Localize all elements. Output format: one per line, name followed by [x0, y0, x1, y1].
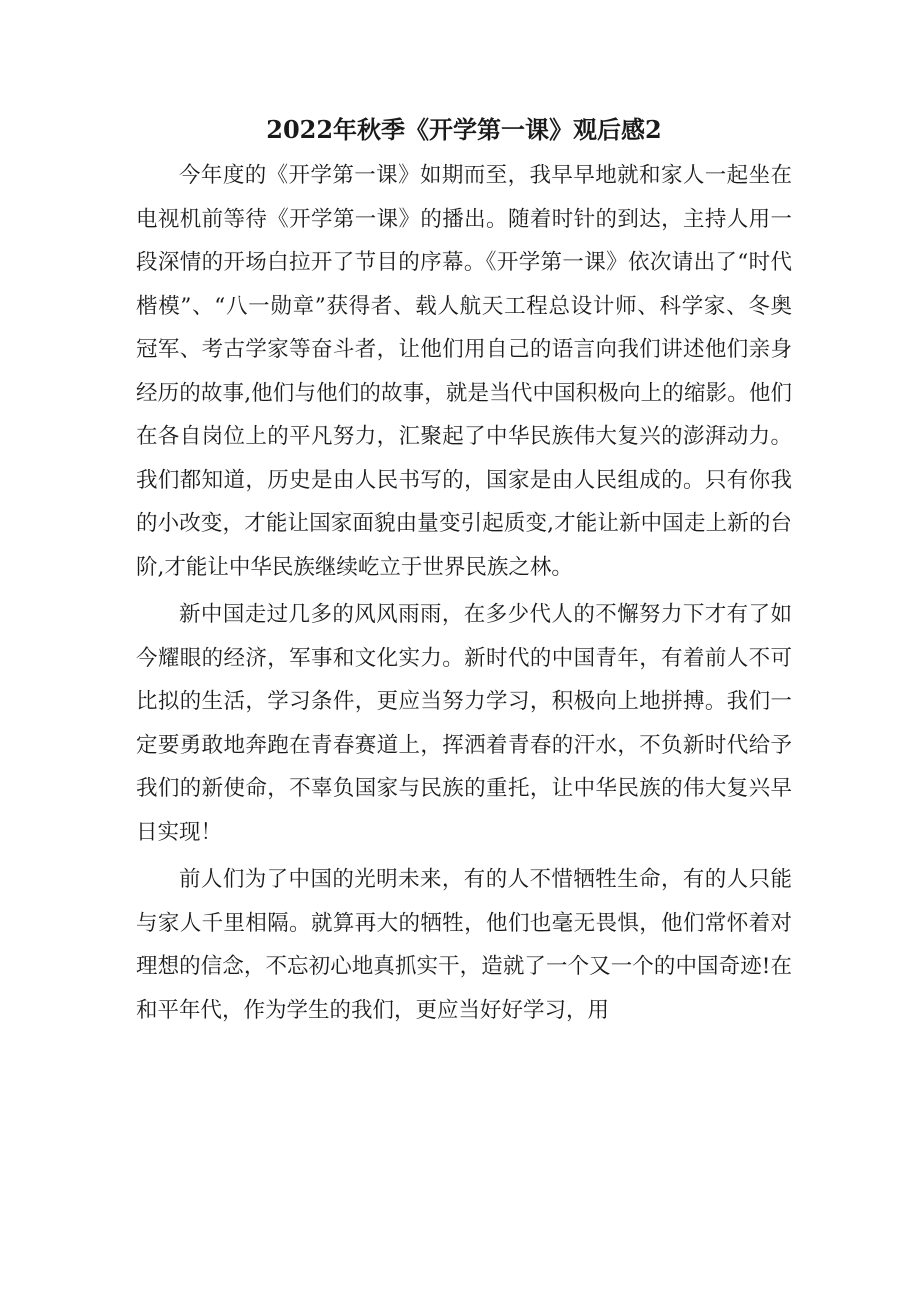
paragraph-2: 新中国走过几多的风风雨雨，在多少代人的不懈努力下才有了如今耀眼的经济，军事和文化实力。新时代的中国青年，有着前人不可比拟的生活，学习条件，更应当努力学习，积极向上地拼搏。我们一定要勇敢地奔跑在青春赛道上，挥洒着青春的汗水，不负新时代给予我们的新使命，不辜负国家与民族的重托，让中华民族的伟大复兴早日实现！ [136, 602, 792, 845]
paragraph-3: 前人们为了中国的光明未来，有的人不惜牺牲生命，有的人只能与家人千里相隔。就算再大的牺牲，他们也毫无畏惧，他们常怀着对理想的信念，不忘初心地真抓实干，造就了一个又一个的中国奇迹!在和平年代，作为学生的我们，更应当好好学习，用 [136, 867, 792, 1023]
document-title: 2022年秋季《开学第一课》观后感2 [266, 115, 662, 144]
paragraph-1: 今年度的《开学第一课》如期而至，我早早地就和家人一起坐在电视机前等待《开学第一课》的播出。随着时针的到达，主持人用一段深情的开场白拉开了节目的序幕。《开学第一课》依次请出了“时代楷模”、“八一勋章”获得者、载人航天工程总设计师、科学家、冬奥冠军、考古学家等奋斗者，让他们用自己的语言向我们讲述他们亲身经历的故事,他们与他们的故事，就是当代中国积极向上的缩影。他们在各自岗位上的平凡努力，汇聚起了中华民族伟大复兴的澎湃动力。我们都知道，历史是由人民书写的，国家是由人民组成的。只有你我的小改变，才能让国家面貌由量变引起质变,才能让新中国走上新的台阶,才能让中华民族继续屹立于世界民族之林。 [136, 163, 792, 580]
document-page [136, 108, 792, 1036]
